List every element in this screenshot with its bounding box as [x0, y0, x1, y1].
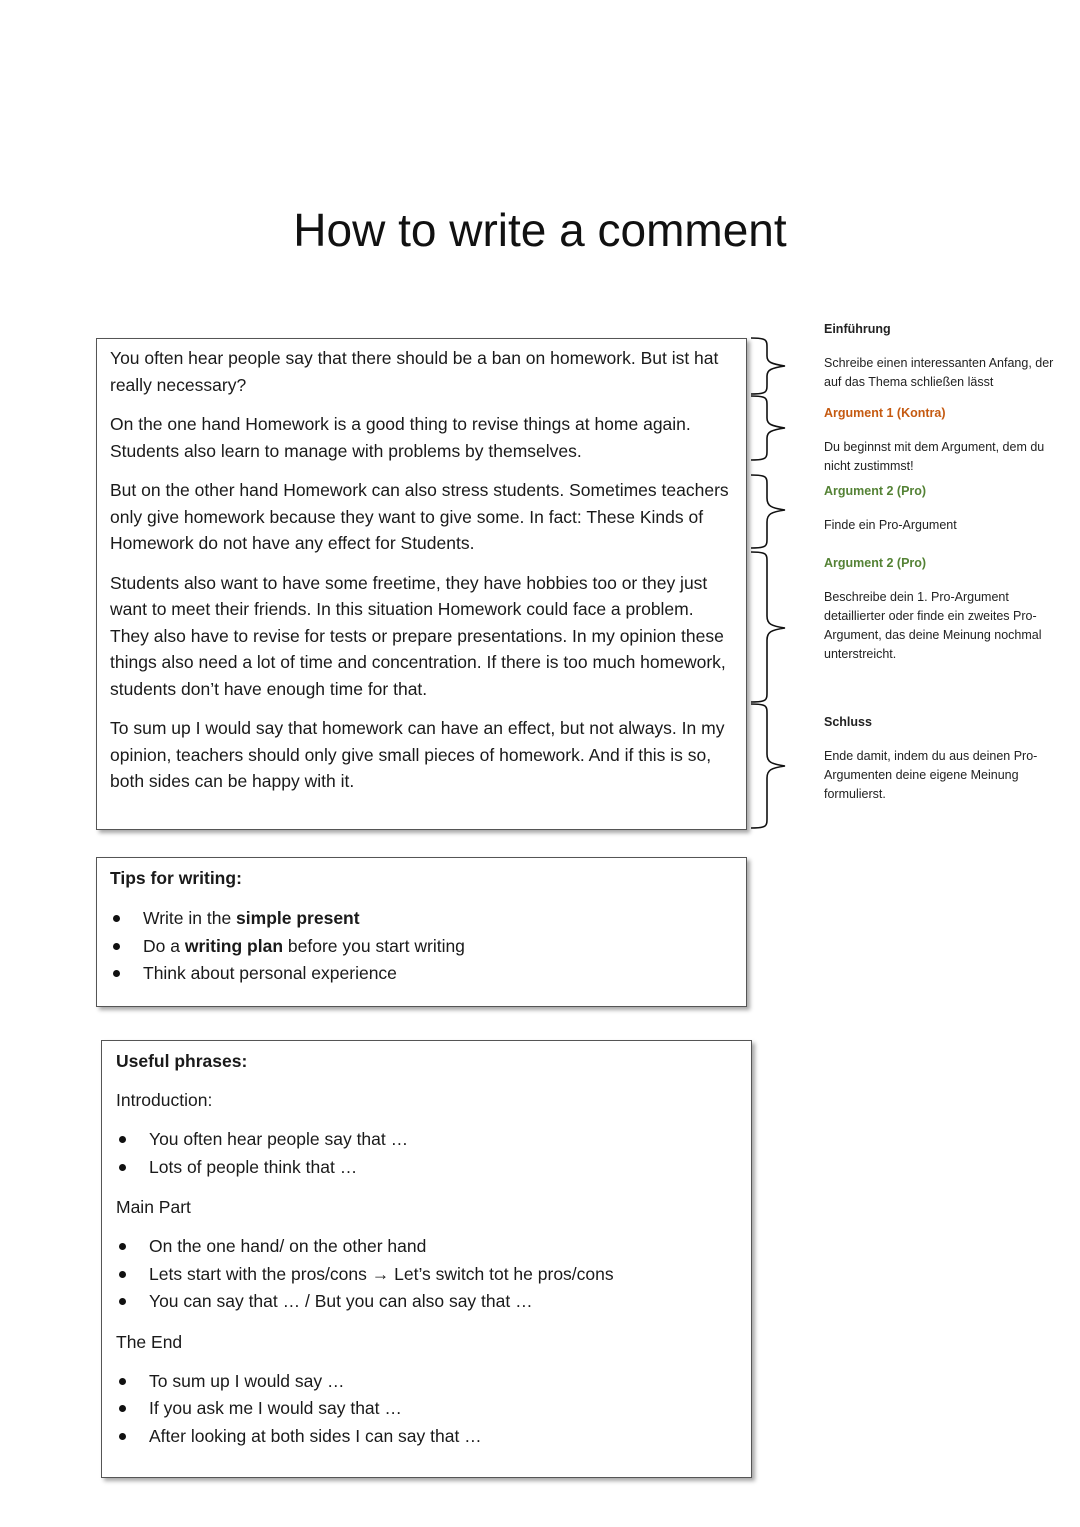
bullet-icon — [119, 1298, 126, 1305]
main-part-list — [116, 1233, 739, 1316]
page-title: How to write a comment — [293, 203, 787, 256]
label-einfuehrung: Einführung — [824, 322, 891, 336]
phrase-text: Lots of people think that … — [149, 1156, 358, 1177]
phrases-box — [101, 1040, 752, 1478]
bracket-schluss — [751, 704, 785, 828]
tip-text: before you start writing — [283, 935, 465, 956]
tip-text: Do a — [143, 935, 185, 956]
essay-introduction: You often hear people say that there should be a ban on homework. But ist hat really necessary? — [110, 348, 719, 395]
phrase-text: You can say that … / But you can also say that … — [149, 1291, 533, 1311]
essay-argument-kontra: On the one hand Homework is a good thing to revise things at home again. Students also learn to manage with problems by themselves. — [110, 414, 691, 461]
list-item — [116, 1395, 739, 1423]
bullet-icon — [119, 1271, 126, 1278]
bullet-icon — [119, 1243, 126, 1250]
phrase-text: Let’s switch tot he pros/cons — [389, 1263, 614, 1284]
list-item — [110, 905, 734, 933]
phrase-text: On the one hand/ on the other hand — [149, 1236, 427, 1256]
text-argument-1: Du beginnst mit dem Argument, dem du nicht zustimmst! — [824, 440, 1045, 473]
bullet-icon — [113, 970, 120, 977]
bullet-icon — [119, 1378, 126, 1385]
label-argument-3-pro: Argument 2 (Pro) — [824, 556, 927, 570]
list-item — [110, 960, 734, 988]
phrases-heading: Useful phrases: — [116, 1051, 248, 1071]
arrow-right-icon: → — [371, 1263, 390, 1284]
introduction-list — [116, 1126, 739, 1181]
tips-list — [110, 905, 734, 988]
label-argument-1-kontra: Argument 1 (Kontra) — [824, 406, 946, 420]
list-item — [116, 1423, 739, 1451]
bullet-icon — [119, 1405, 126, 1412]
bracket-argument-3 — [751, 552, 785, 702]
list-item — [116, 1368, 739, 1396]
bullet-icon — [119, 1433, 126, 1440]
main-part-heading: Main Part — [116, 1197, 191, 1217]
list-item — [116, 1233, 739, 1261]
text-schluss: Ende damit, indem du aus deinen Pro-Argumenten deine eigene Meinung formulierst. — [824, 749, 1038, 801]
tips-heading: Tips for writing: — [110, 868, 242, 888]
introduction-heading: Introduction: — [116, 1090, 213, 1110]
list-item — [110, 933, 734, 961]
phrase-text: Lets start with the pros/cons — [149, 1263, 372, 1284]
label-argument-2-pro: Argument 2 (Pro) — [824, 484, 927, 498]
tip-text: Write in the — [143, 908, 237, 928]
bullet-icon — [113, 915, 120, 922]
list-item — [116, 1261, 739, 1289]
bullet-icon — [119, 1164, 126, 1171]
list-item — [116, 1288, 739, 1316]
phrase-text: To sum up I would say … — [149, 1370, 345, 1391]
bullet-icon — [113, 943, 120, 950]
bullet-icon — [119, 1136, 126, 1143]
label-schluss: Schluss — [824, 715, 872, 729]
tips-box — [96, 857, 747, 1007]
text-argument-3: Beschreibe dein 1. Pro-Argument detaillierter oder finde ein zweites Pro-Argument, das deine Meinung nochmal unterstreicht. — [824, 590, 1042, 661]
text-argument-2: Finde ein Pro-Argument — [824, 518, 957, 532]
phrase-text: You often hear people say that … — [149, 1129, 409, 1149]
text-einfuehrung: Schreibe einen interessanten Anfang, der auf das Thema schließen lässt — [824, 356, 1054, 389]
bracket-argument-2 — [751, 475, 785, 548]
phrase-text: After looking at both sides I can say that … — [149, 1425, 482, 1446]
end-heading: The End — [116, 1331, 183, 1352]
essay-argument-pro-2: Students also want to have some freetime, they have hobbies too or they just want to meet their friends. In this situation Homework could face a problem. They also have to revise for tests or prepare presentations. In my opinion these things also need a lot of time and concentration. If there is too much homework, students don’t have enough time for that. — [110, 572, 726, 699]
bracket-argument-1 — [751, 396, 785, 460]
section-brackets — [745, 330, 805, 835]
end-list — [116, 1368, 739, 1451]
essay-argument-pro-1: But on the other hand Homework can also stress students. Sometimes teachers only give homework because they want to give some. In fact: These Kinds of Homework do not have any effect for Students. — [110, 480, 729, 553]
phrase-text: If you ask me I would say that … — [149, 1398, 402, 1418]
list-item — [116, 1154, 739, 1182]
bracket-einfuehrung — [751, 338, 785, 394]
list-item — [116, 1126, 739, 1154]
tip-emphasis: simple present — [236, 908, 360, 928]
tip-emphasis: writing plan — [184, 935, 284, 956]
essay-box — [96, 338, 747, 830]
tip-text: Think about personal experience — [143, 963, 397, 983]
essay-conclusion: To sum up I would say that homework can have an effect, but not always. In my opinion, teachers should only give small pieces of homework. And if this is so, both sides can be happy with it. — [110, 718, 725, 791]
